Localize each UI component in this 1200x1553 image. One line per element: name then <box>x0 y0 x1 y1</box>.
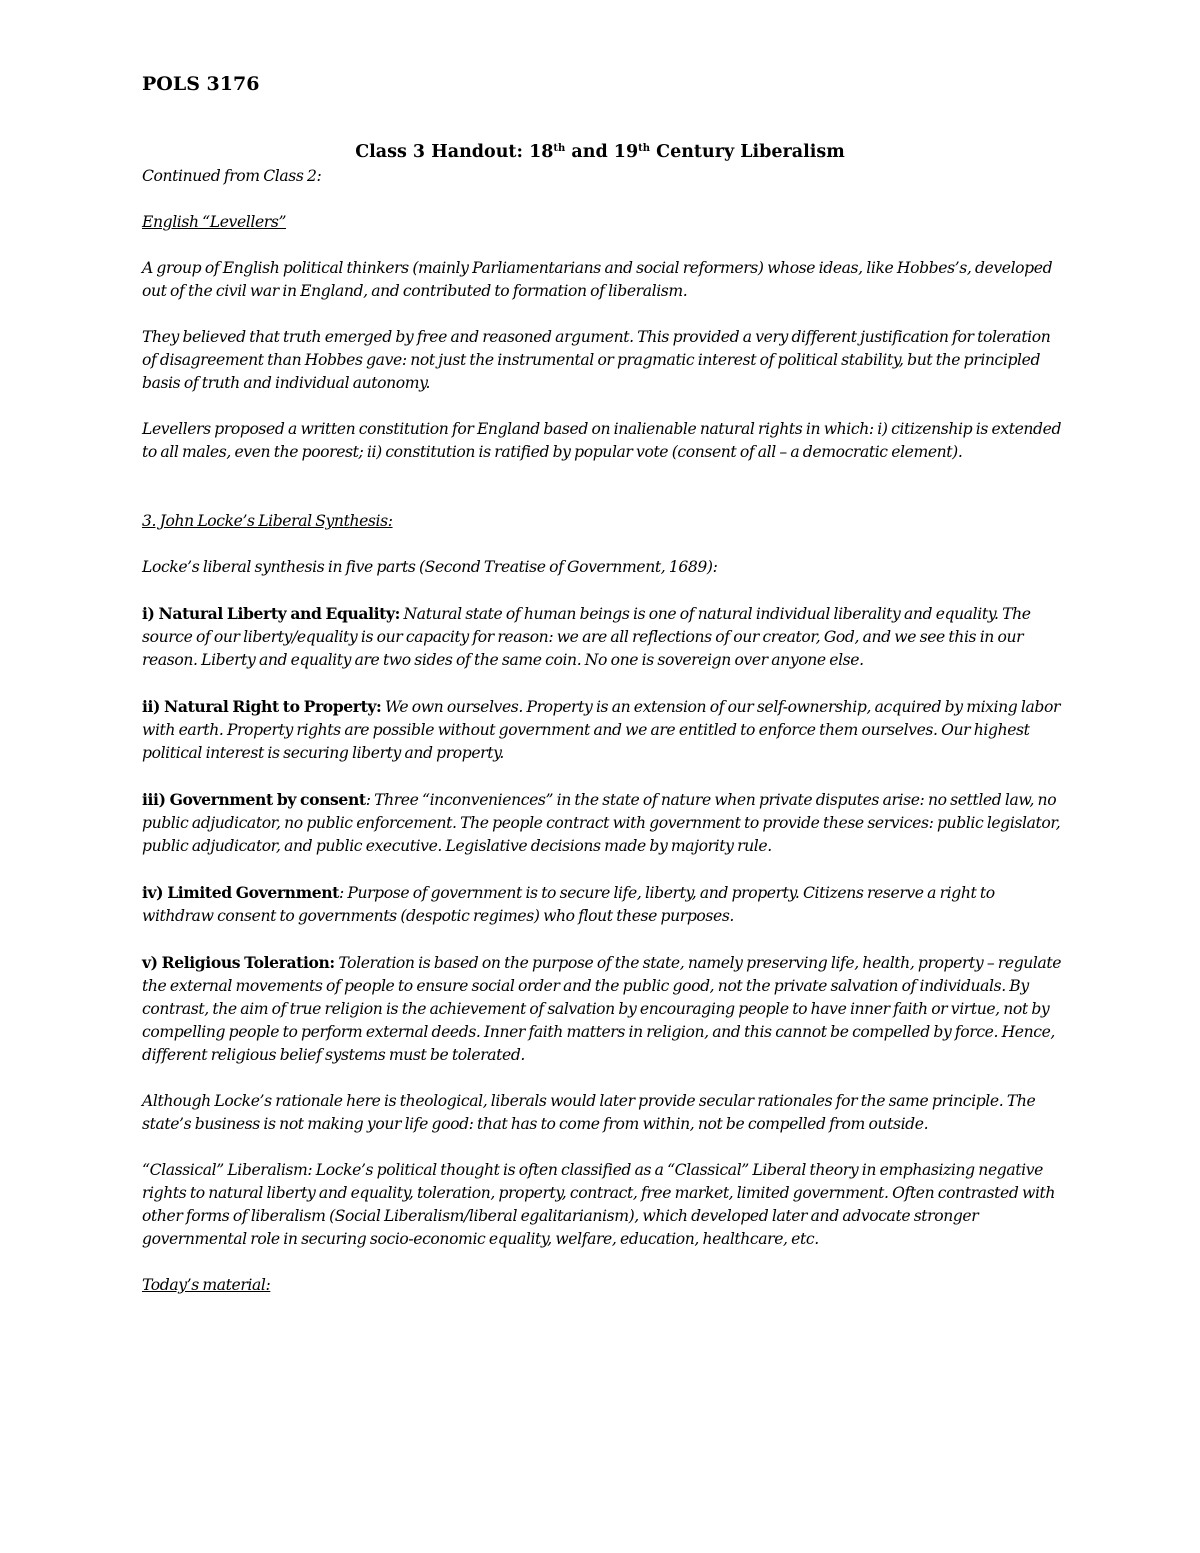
part-4-text: : Purpose of government is to secure life, liberty, and property. Citizens reserve a right to withdraw consent to governments (despotic regimes) who flout these purposes. <box>142 884 995 925</box>
locke-part-3 <box>142 788 1067 858</box>
levellers-paragraph-2: They believed that truth emerged by free and reasoned argument. This provided a very different justification for toleration of disagreement than Hobbes gave: not just the instrumental or pragmatic interest of political stability, but the principled basis of truth and individual autonomy. <box>142 328 1051 392</box>
title-superscript-1: th <box>553 143 566 154</box>
part-4-lead: iv) Limited Government <box>142 883 339 902</box>
title-part-3: Century Liberalism <box>650 142 845 162</box>
title-part-1: Class 3 Handout: 18 <box>355 142 554 162</box>
title-superscript-2: th <box>638 143 651 154</box>
locke-part-2 <box>142 695 1067 765</box>
levellers-paragraph-1: A group of English political thinkers (mainly Parliamentarians and social reformers) whose ideas, like Hobbes’s, developed out of the civil war in England, and contributed to formation of liberalism. <box>142 259 1053 300</box>
course-code: POLS 3176 <box>142 73 260 95</box>
handout-title <box>0 142 1200 162</box>
part-5-text: Toleration is based on the purpose of the state, namely preserving life, health, property – regulate the external movements of people to ensure social order and the public good, not the private salvation of individuals. By contrast, the aim of true religion is the achievement of salvation by encouraging people to have inner faith or virtue, not by compelling people to perform external deeds. Inner faith matters in religion, and this cannot be compelled by force. Hence, different religious belief systems must be tolerated. <box>142 954 1062 1064</box>
locke-part-4 <box>142 881 1067 928</box>
locke-rationale: Although Locke’s rationale here is theological, liberals would later provide secular rationales for the same principle. The state’s business is not making your life good: that has to come from within, not be compelled from outside. <box>142 1092 1036 1133</box>
part-1-text: Natural state of human beings is one of natural individual liberality and equality. The source of our liberty/equality is our capacity for reason: we are all reflections of our creator, God, and we see this in our reason. Liberty and equality are two sides of the same coin. No one is sovereign over anyone else. <box>142 605 1031 669</box>
locke-part-1 <box>142 602 1067 672</box>
levellers-paragraph-3: Levellers proposed a written constitution for England based on inalienable natural rights in which: i) citizenship is extended to all males, even the poorest; ii) constitution is ratified by popular vote (consent of all – a democratic element). <box>142 420 1062 461</box>
part-3-text: : Three “inconveniences” in the state of nature when private disputes arise: no settled law, no public adjudicator, no public enforcement. The people contract with government to provide these services: public legislator, public adjudicator, and public executive. Legislative decisions made by majority rule. <box>142 791 1061 855</box>
locke-part-5 <box>142 951 1067 1067</box>
handout-body <box>142 165 1067 1297</box>
part-3-lead: iii) Government by consent <box>142 790 366 809</box>
locke-intro: Locke’s liberal synthesis in five parts (Second Treatise of Government, 1689): <box>142 558 718 576</box>
part-1-lead: i) Natural Liberty and Equality: <box>142 604 400 623</box>
title-part-2: and 19 <box>565 142 639 162</box>
part-2-text: We own ourselves. Property is an extension of our self-ownership, acquired by mixing labor with earth. Property rights are possible without government and we are entitled to enforce them ourselves. Our highest political interest is securing liberty and property. <box>142 698 1061 762</box>
levellers-heading: English “Levellers” <box>142 213 287 231</box>
part-2-lead: ii) Natural Right to Property: <box>142 697 382 716</box>
continued-note: Continued from Class 2: <box>142 167 322 185</box>
part-5-lead: v) Religious Toleration: <box>142 953 335 972</box>
locke-heading: 3. John Locke’s Liberal Synthesis: <box>142 512 393 530</box>
todays-material-heading: Today’s material: <box>142 1276 271 1294</box>
classical-liberalism: “Classical” Liberalism: Locke’s political thought is often classified as a “Classical” Liberal theory in emphasizing negative rights to natural liberty and equality, toleration, property, contract, free market, limited government. Often contrasted with other forms of liberalism (Social Liberalism/liberal egalitarianism), which developed later and advocate stronger governmental role in securing socio-economic equality, welfare, education, healthcare, etc. <box>142 1161 1056 1248</box>
